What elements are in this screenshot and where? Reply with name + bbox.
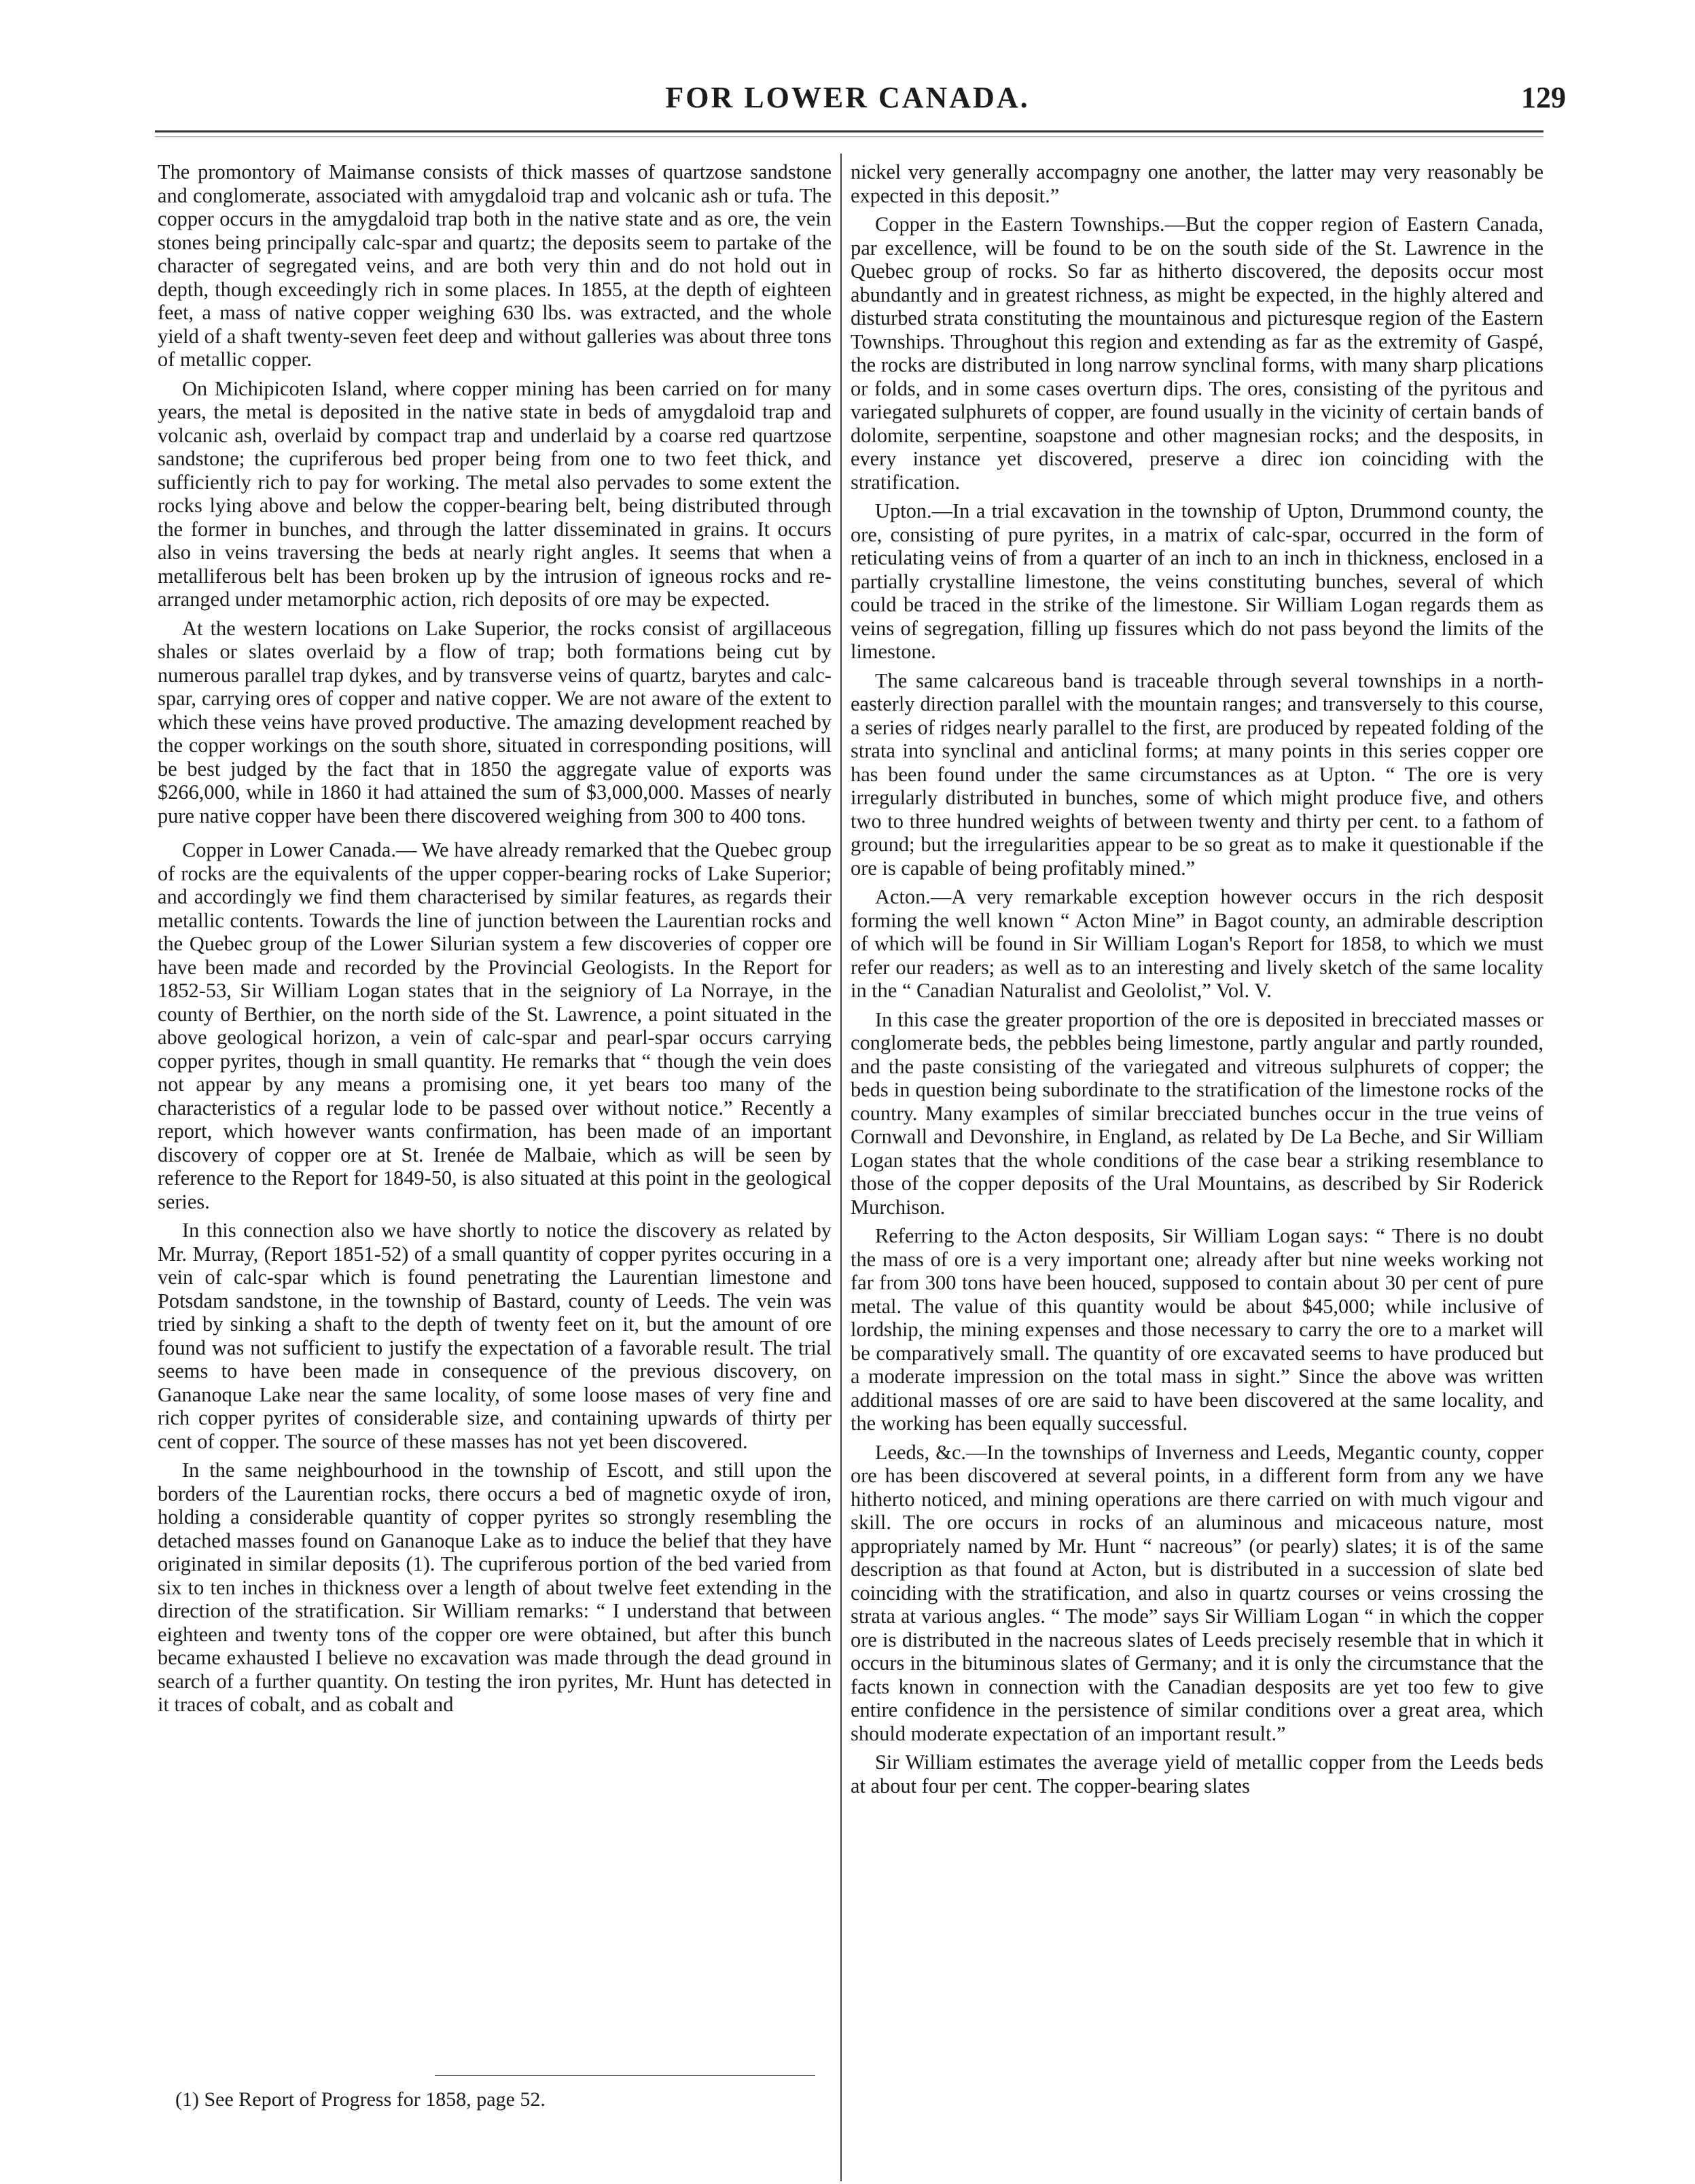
page-number: 129 (1521, 81, 1566, 114)
paragraph-yield: Sir William estimates the average yield of metallic copper from the Leeds beds at about four per cent. The copper-bearing slates (851, 1751, 1544, 1797)
paragraph-nickel: nickel very generally accompagny one another, the latter may very reasonably be expected in this deposit.” (851, 160, 1544, 207)
column-divider (840, 154, 842, 2181)
paragraph-michipicoten: On Michipicoten Island, where copper mining has been carried on for many years, the metal is deposited in the native state in beds of amygdaloid trap and volcanic ash, overlaid by compact trap and underlaid by a coarse red quartzose sandstone; the cupriferous bed proper being from one to two feet thick, and sufficiently rich to pay for working. The metal also pervades to some extent the rocks lying above and below the copper-bearing belt, being distributed through the former in bunches, and through the latter disseminated in grains. It occurs also in veins traversing the beds at nearly right angles. It seems that when a metalliferous belt has been broken up by the intrusion of igneous rocks and re-arranged under metamorphic action, rich deposits of ore may be expected. (158, 376, 832, 611)
right-column (851, 160, 1544, 1797)
paragraph-bastard: In this connection also we have shortly to notice the discovery as related by Mr. Murray, (Report 1851-52) of a small quantity of copper pyrites occuring in a vein of calc-spar which is found penetrating the Laurentian limestone and Potsdam sandstone, in the township of Bastard, county of Leeds. The vein was tried by sinking a shaft to the depth of twenty feet on it, but the amount of ore found was not sufficient to justify the expectation of a favorable result. The trial seems to have been made in consequence of the previous discovery, on Gananoque Lake near the same locality, of some loose mases of very fine and rich copper pyrites of considerable size, and containing upwards of thirty per cent of copper. The source of these masses has not yet been discovered. (158, 1219, 832, 1453)
footnote: (1) See Report of Progress for 1858, page 52. (175, 2088, 546, 2111)
paragraph-brecciated: In this case the greater proportion of the ore is deposited in brecciated masses or conglomerate beds, the pebbles being limestone, partly angular and partly rounded, and the paste consisting of the variegated and vitreous sulphurets of copper; the beds in question being subordinate to the stratification of the limestone rocks of the country. Many examples of similar brecciated bunches occur in the true veins of Cornwall and Devonshire, in England, as related by De La Beche, and Sir William Logan states that the whole conditions of the case bear a striking resemblance to those of the copper deposits of the Ural Mountains, as described by Sir Roderick Murchison. (851, 1007, 1544, 1219)
paragraph-maimanse: The promontory of Maimanse consists of thick masses of quartzose sandstone and conglomerate, associated with amygdaloid trap and volcanic ash or tufa. The copper occurs in the amygdaloid trap both in the native state and as ore, the vein stones being principally calc-spar and quartz; the deposits seem to partake of the character of segregated veins, and are both very thin and do not hold out in depth, though exceedingly rich in some places. In 1855, at the depth of eighteen feet, a mass of native copper weighing 630 lbs. was extracted, and the whole yield of a shaft twenty-seven feet deep and without galleries was about three tons of metallic copper. (158, 160, 832, 371)
header-rule (155, 130, 1544, 132)
running-title: FOR LOWER CANADA. (665, 81, 1030, 114)
paragraph-escott: In the same neighbourhood in the township of Escott, and still upon the borders of the Laurentian rocks, there occurs a bed of magnetic oxyde of iron, holding a considerable quantity of copper pyrites so strongly resembling the detached masses found on Gananoque Lake as to induce the belief that they have originated in similar deposits (1). The cupriferous portion of the bed varied from six to ten inches in thickness over a length of about twelve feet extending in the direction of the stratification. Sir William remarks: “ I understand that between eighteen and twenty tons of the copper ore were obtained, but after this bunch became exhausted I believe no excavation was made through the dead ground in search of a further quantity. On testing the iron pyrites, Mr. Hunt has detected in it traces of cobalt, and as cobalt and (158, 1458, 832, 1716)
paragraph-leeds: Leeds, &c.—In the townships of Inverness and Leeds, Megantic county, copper ore has been discovered at several points, in a different form from any we have hitherto noticed, and mining operations are there carried on with much vigour and skill. The ore occurs in rocks of an aluminous and micaceous nature, most appropriately named by Mr. Hunt “ nacreous” (or pearly) slates; it is of the same description as that found at Acton, but is distributed in a succession of slate bed coinciding with the stratification, and also in quartz courses or veins crossing the strata at various angles. “ The mode” says Sir William Logan “ in which the copper ore is distributed in the nacreous slates of Leeds precisely resemble that in which it occurs in the bituminous slates of Germany; and it is only the circumstance that the facts known in connection with the Canadian desposits are yet too few to give entire confidence in the persistence of similar conditions over a great area, which should moderate expectation of an important result.” (851, 1440, 1544, 1745)
footnote-rule (435, 2075, 815, 2076)
paragraph-copper-lower-canada: Copper in Lower Canada.— We have already remarked that the Quebec group of rocks are the equivalents of the upper copper-bearing rocks of Lake Superior; and accordingly we find them characterised by similar features, as regards their metallic contents. Towards the line of junction between the Laurentian rocks and the Quebec group of the Lower Silurian system a few discoveries of copper ore have been made and recorded by the Provincial Geologists. In the Report for 1852-53, Sir William Logan states that in the seigniory of La Norraye, in the county of Berthier, on the north side of the St. Lawrence, a point situated in the above geological horizon, a vein of calc-spar and pearl-spar occurs carrying copper pyrites, though in small quantity. He remarks that “ though the vein does not appear by any means a promising one, it yet bears too many of the characteristics of a regular lode to be passed over without notice.” Recently a report, which however wants confirmation, has been made of an important discovery of copper ore at St. Irenée de Malbaie, which as will be seen by reference to the Report for 1849-50, is also situated at this point in the geological series. (158, 838, 832, 1213)
paragraph-logan-quote: Referring to the Acton desposits, Sir William Logan says: “ There is no doubt the mass of ore is a very important one; already after but nine weeks working not far from 300 tons have been houced, supposed to contain about 30 per cent of pure metal. The value of this quantity would be about $45,000; while inclusive of lordship, the mining expenses and those necessary to carry the ore to a market will be comparatively small. The quantity of ore excavated seems to have produced but a moderate impression on the total mass in sight.” Since the above was written additional masses of ore are said to have been discovered at the same locality, and the working has been equally successful. (851, 1224, 1544, 1435)
paragraph-upton: Upton.—In a trial excavation in the township of Upton, Drummond county, the ore, consisting of pure pyrites, in a matrix of calc-spar, occurred in the form of reticulating veins of from a quarter of an inch to an inch in thickness, enclosed in a partially crystalline limestone, the veins constituting bunches, several of which could be traced in the strike of the limestone. Sir William Logan regards them as veins of segregation, filling up fissures which do not pass beyond the limits of the limestone. (851, 499, 1544, 663)
paragraph-calcareous-band: The same calcareous band is traceable through several townships in a north-easterly direction parallel with the mountain ranges; and transversely to this course, a series of ridges nearly parallel to the first, are produced by repeated folding of the strata into synclinal and anticlinal forms; at many points in this series copper ore has been found under the same circumstances as at Upton. “ The ore is very irregularly distributed in bunches, some of which might produce five, and others two to three hundred weights of between twenty and thirty per cent. to a fathom of ground; but the irregularities appear to be so great as to make it questionable if the ore is capable of being profitably mined.” (851, 668, 1544, 880)
paragraph-eastern-townships: Copper in the Eastern Townships.—But the copper region of Eastern Canada, par excellence, will be found to be on the south side of the St. Lawrence in the Quebec group of rocks. So far as hitherto discovered, the deposits occur most abundantly and in greatest richness, as might be expected, in the highly altered and disturbed strata constituting the mountainous and picturesque region of the Eastern Townships. Throughout this region and extending as far as the extremity of Gaspé, the rocks are distributed in long narrow synclinal forms, with many sharp plications or folds, and in some cases overturn dips. The ores, consisting of the pyritous and variegated sulphurets of copper, are found usually in the vicinity of certain bands of dolomite, serpentine, soapstone and other magnesian rocks; and the desposits, in every instance yet discovered, preserve a direc ion coinciding with the stratification. (851, 213, 1544, 494)
left-column (158, 160, 832, 1717)
paragraph-acton: Acton.—A very remarkable exception however occurs in the rich desposit forming the well known “ Acton Mine” in Bagot county, an admirable description of which will be found in Sir William Logan's Report for 1858, to which we must refer our readers; as well as to an interesting and lively sketch of the same locality in the “ Canadian Naturalist and Geololist,” Vol. V. (851, 885, 1544, 1002)
paragraph-western-locations: At the western locations on Lake Superior, the rocks consist of argillaceous shales or slates overlaid by a flow of trap; both formations being cut by numerous parallel trap dykes, and by transverse veins of quartz, barytes and calc-spar, carrying ores of copper and native copper. We are not aware of the extent to which these veins have proved productive. The amazing development reached by the copper workings on the south shore, situated in corresponding positions, will be best judged by the fact that in 1850 the aggregate value of exports was $266,000, while in 1860 it had attained the sum of $3,000,000. Masses of nearly pure native copper have been there discovered weighing from 300 to 400 tons. (158, 616, 832, 827)
